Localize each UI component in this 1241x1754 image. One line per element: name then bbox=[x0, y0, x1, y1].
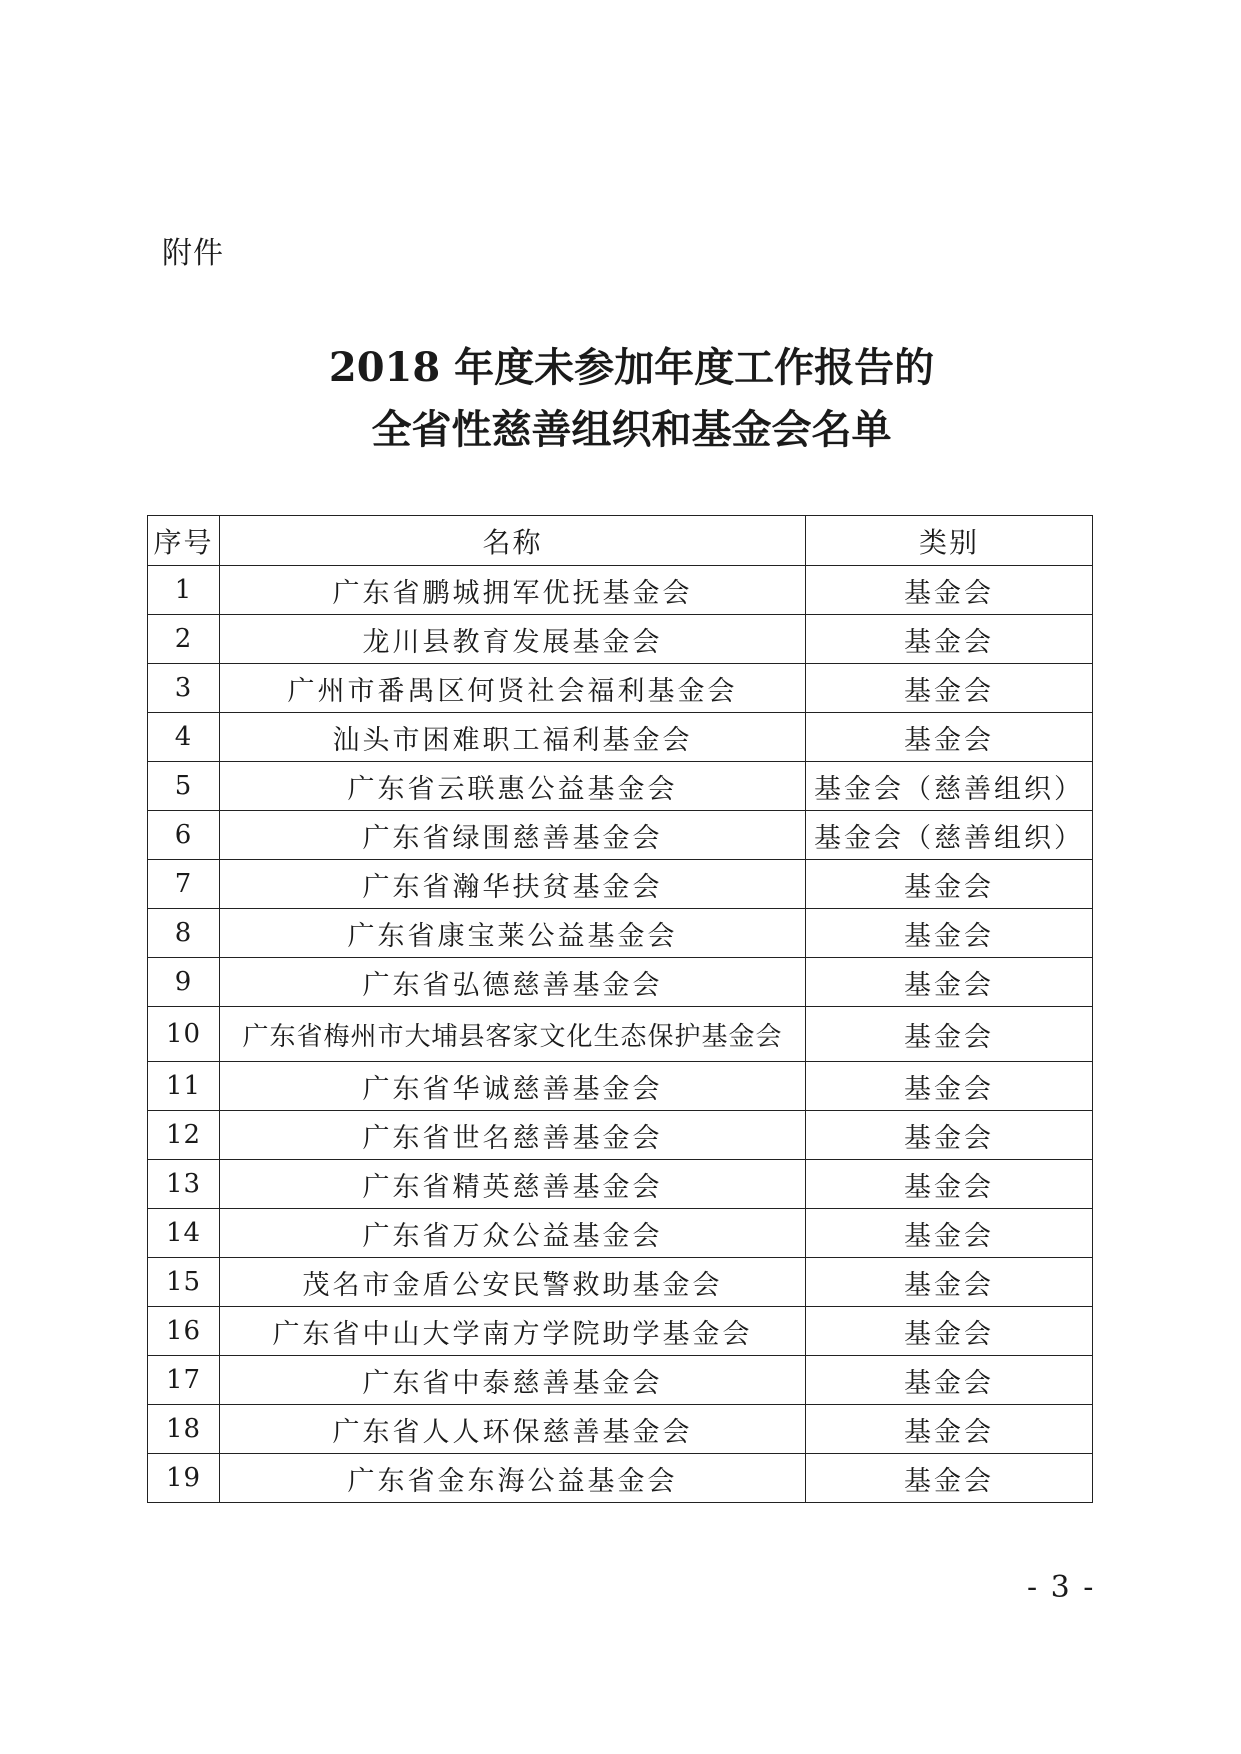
row-number: 16 bbox=[148, 1307, 220, 1356]
row-category: 基金会 bbox=[806, 713, 1093, 762]
row-number: 7 bbox=[148, 860, 220, 909]
row-number: 14 bbox=[148, 1209, 220, 1258]
row-number: 11 bbox=[148, 1062, 220, 1111]
row-number: 3 bbox=[148, 664, 220, 713]
table-row bbox=[148, 1111, 1093, 1160]
table-row bbox=[148, 1007, 1093, 1062]
row-number: 9 bbox=[148, 958, 220, 1007]
table-row bbox=[148, 909, 1093, 958]
table-row bbox=[148, 566, 1093, 615]
row-category: 基金会 bbox=[806, 1258, 1093, 1307]
row-organization-name: 龙川县教育发展基金会 bbox=[220, 615, 806, 664]
document-title-line1: 2018 年度未参加年度工作报告的 bbox=[328, 344, 935, 391]
row-organization-name: 广东省人人环保慈善基金会 bbox=[220, 1405, 806, 1454]
table-row bbox=[148, 762, 1093, 811]
row-organization-name: 广东省云联惠公益基金会 bbox=[220, 762, 806, 811]
document-title-line2: 全省性慈善组织和基金会名单 bbox=[371, 406, 892, 453]
row-category: 基金会 bbox=[806, 958, 1093, 1007]
row-organization-name: 广东省金东海公益基金会 bbox=[220, 1454, 806, 1503]
row-number: 1 bbox=[148, 566, 220, 615]
row-organization-name: 广东省弘德慈善基金会 bbox=[220, 958, 806, 1007]
table-row bbox=[148, 1258, 1093, 1307]
header-category: 类别 bbox=[806, 516, 1093, 566]
row-category: 基金会 bbox=[806, 664, 1093, 713]
table-row bbox=[148, 1160, 1093, 1209]
row-category: 基金会 bbox=[806, 1356, 1093, 1405]
row-organization-name: 广州市番禺区何贤社会福利基金会 bbox=[220, 664, 806, 713]
row-organization-name: 广东省万众公益基金会 bbox=[220, 1209, 806, 1258]
row-category: 基金会 bbox=[806, 566, 1093, 615]
row-number: 18 bbox=[148, 1405, 220, 1454]
table-row bbox=[148, 1209, 1093, 1258]
row-number: 6 bbox=[148, 811, 220, 860]
row-organization-name: 广东省梅州市大埔县客家文化生态保护基金会 bbox=[220, 1007, 806, 1062]
row-number: 19 bbox=[148, 1454, 220, 1503]
table-row bbox=[148, 1062, 1093, 1111]
row-number: 2 bbox=[148, 615, 220, 664]
row-category: 基金会 bbox=[806, 1007, 1093, 1062]
row-category: 基金会 bbox=[806, 1454, 1093, 1503]
table-row bbox=[148, 811, 1093, 860]
row-category: 基金会 bbox=[806, 1160, 1093, 1209]
table-row bbox=[148, 615, 1093, 664]
table-row bbox=[148, 958, 1093, 1007]
row-number: 8 bbox=[148, 909, 220, 958]
row-organization-name: 广东省中山大学南方学院助学基金会 bbox=[220, 1307, 806, 1356]
table-row bbox=[148, 664, 1093, 713]
row-category: 基金会 bbox=[806, 1062, 1093, 1111]
table-row bbox=[148, 1454, 1093, 1503]
organization-table bbox=[147, 515, 1093, 1503]
table-header-row bbox=[148, 516, 1093, 566]
header-name: 名称 bbox=[220, 516, 806, 566]
table-row bbox=[148, 1307, 1093, 1356]
row-number: 15 bbox=[148, 1258, 220, 1307]
row-category: 基金会 bbox=[806, 615, 1093, 664]
attachment-label: 附件 bbox=[162, 236, 224, 271]
row-organization-name: 广东省鹏城拥军优抚基金会 bbox=[220, 566, 806, 615]
row-organization-name: 广东省华诚慈善基金会 bbox=[220, 1062, 806, 1111]
row-organization-name: 广东省世名慈善基金会 bbox=[220, 1111, 806, 1160]
row-number: 17 bbox=[148, 1356, 220, 1405]
row-organization-name: 广东省康宝莱公益基金会 bbox=[220, 909, 806, 958]
row-category: 基金会（慈善组织） bbox=[806, 762, 1093, 811]
row-number: 12 bbox=[148, 1111, 220, 1160]
row-category: 基金会 bbox=[806, 1307, 1093, 1356]
row-organization-name: 广东省精英慈善基金会 bbox=[220, 1160, 806, 1209]
row-number: 4 bbox=[148, 713, 220, 762]
row-organization-name: 汕头市困难职工福利基金会 bbox=[220, 713, 806, 762]
table-row bbox=[148, 1356, 1093, 1405]
row-category: 基金会 bbox=[806, 909, 1093, 958]
row-number: 13 bbox=[148, 1160, 220, 1209]
row-organization-name: 广东省瀚华扶贫基金会 bbox=[220, 860, 806, 909]
header-serial-number: 序号 bbox=[148, 516, 220, 566]
row-organization-name: 广东省绿围慈善基金会 bbox=[220, 811, 806, 860]
table-row bbox=[148, 1405, 1093, 1454]
row-category: 基金会（慈善组织） bbox=[806, 811, 1093, 860]
row-category: 基金会 bbox=[806, 860, 1093, 909]
row-organization-name: 广东省中泰慈善基金会 bbox=[220, 1356, 806, 1405]
page-number: - 3 - bbox=[1027, 1570, 1096, 1605]
row-organization-name: 茂名市金盾公安民警救助基金会 bbox=[220, 1258, 806, 1307]
table-row bbox=[148, 860, 1093, 909]
row-category: 基金会 bbox=[806, 1111, 1093, 1160]
row-category: 基金会 bbox=[806, 1209, 1093, 1258]
table-row bbox=[148, 713, 1093, 762]
row-number: 10 bbox=[148, 1007, 220, 1062]
row-category: 基金会 bbox=[806, 1405, 1093, 1454]
row-number: 5 bbox=[148, 762, 220, 811]
